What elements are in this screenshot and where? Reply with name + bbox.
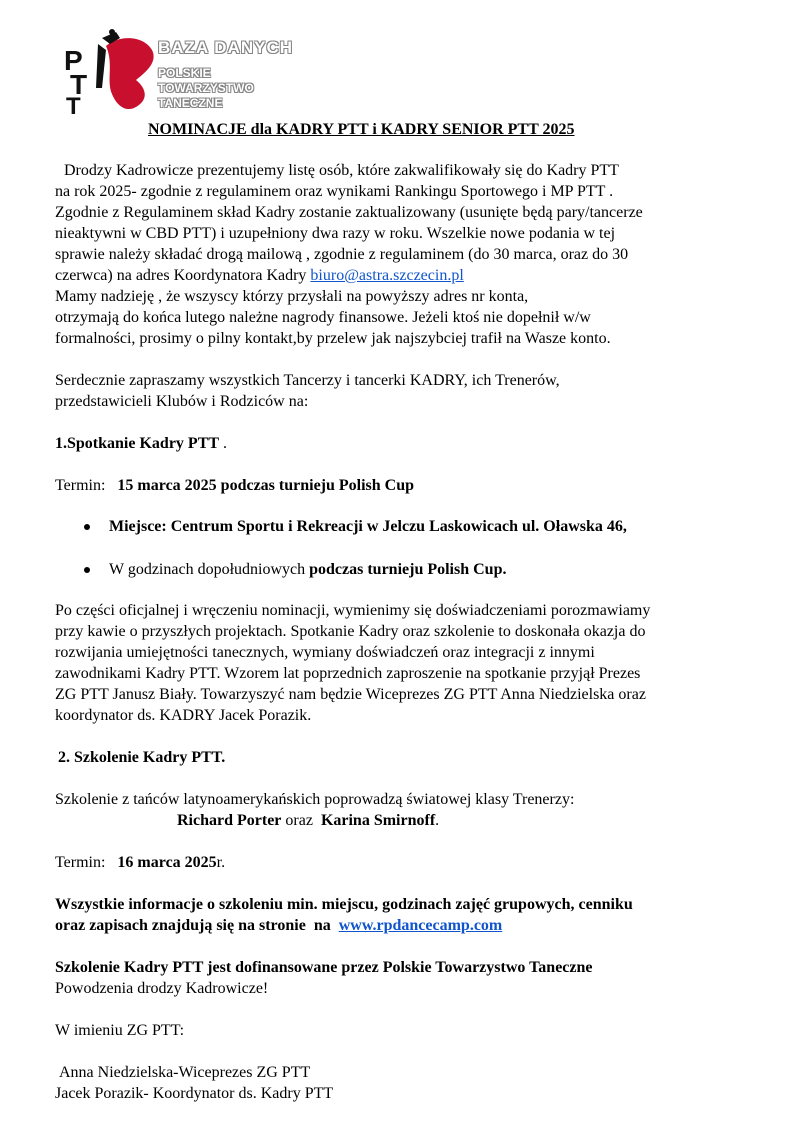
section1-paragraph-line-4: zawodnikami Kadry PTT. Wzorem lat poprzednich zaproszenie na spotkanie przyjął Prezes	[55, 665, 641, 682]
section1-heading	[55, 434, 227, 454]
section1-paragraph-line-1: Po części oficjalnej i wręczeniu nominacji, wymienimy się doświadczeniami porozmawiamy	[55, 602, 651, 619]
intro-line-9: formalności, prosimy o pilny kontakt,by przelew jak najszybciej trafił na Wasze konto.	[55, 330, 611, 347]
trainer-richard-porter: Richard Porter	[177, 812, 282, 829]
section2-info-line-2	[55, 916, 502, 936]
section1-paragraph-line-5: ZG PTT Janusz Biały. Towarzyszyć nam będzie Wiceprezes ZG PTT Anna Niedzielska oraz	[55, 686, 646, 703]
svg-text:T: T	[70, 69, 88, 100]
svg-text:P: P	[64, 45, 83, 76]
section1-heading-suffix: .	[219, 435, 228, 452]
bullet-dot-1	[84, 524, 90, 530]
section1-term-label: Termin:	[55, 477, 118, 494]
section2-term-suffix: r.	[216, 854, 226, 871]
intro-line-1: Drodzy Kadrowicze prezentujemy listę osób, które zakwalifikowały się do Kadry PTT	[64, 162, 619, 179]
logo-title: BAZA DANYCH	[158, 38, 294, 57]
rpdancecamp-link[interactable]: www.rpdancecamp.com	[338, 917, 503, 934]
coordinator-email-link[interactable]: biuro@astra.szczecin.pl	[310, 267, 464, 284]
section1-heading-text: 1.Spotkanie Kadry PTT	[55, 435, 220, 452]
section1-term-value: 15 marca 2025 podczas turnieju Polish Cup	[117, 477, 415, 494]
section1-paragraph-line-3: rozwijania umiejętności tanecznych, wymiany doświadczeń oraz integracji z innymi	[55, 644, 595, 661]
ptt-logo	[62, 28, 332, 114]
section2-funded: Szkolenie Kadry PTT jest dofinansowane przez Polskie Towarzystwo Taneczne	[55, 959, 593, 976]
ptt-logo-mark	[62, 28, 162, 114]
section1-paragraph-line-6: koordynator ds. KADRY Jacek Porazik.	[55, 707, 312, 724]
signature-on-behalf: W imieniu ZG PTT:	[55, 1022, 185, 1039]
trainer-karina-smirnoff: Karina Smirnoff	[320, 812, 436, 829]
intro-line-5: sprawie należy składać drogą mailową , zgodnie z regulaminem (do 30 marca, oraz do 30	[55, 246, 629, 263]
signature-anna-niedzielska: Anna Niedzielska-Wiceprezes ZG PTT	[59, 1064, 311, 1081]
invite-line-1: Serdecznie zapraszamy wszystkich Tancerzy i tancerki KADRY, ich Trenerów,	[55, 372, 560, 389]
logo-line-towarzystwo: TOWARZYSTWO	[158, 81, 254, 95]
intro-line-3: Zgodnie z Regulaminem skład Kadry zostanie zaktualizowany (usunięte będą pary/tancerze	[55, 204, 643, 221]
bullet-dot-2	[84, 567, 90, 573]
logo-line-polskie: POLSKIE	[158, 66, 211, 80]
logo-line-taneczne: TANECZNE	[158, 96, 223, 110]
section2-info-line-1: Wszystkie informacje o szkoleniu min. miejscu, godzinach zajęć grupowych, cenniku	[55, 896, 633, 913]
section1-paragraph-line-2: przy kawie o przyszłych projektach. Spotkanie Kadry oraz szkolenie to doskonała okazja do	[55, 623, 646, 640]
section2-term	[55, 853, 225, 873]
section1-bullet-time	[109, 560, 506, 580]
svg-text:T: T	[66, 93, 81, 114]
section1-term	[55, 476, 414, 496]
intro-line-6-text: czerwca) na adres Koordynatora Kadry	[55, 267, 311, 284]
section1-bullet-time-bold: podczas turnieju Polish Cup.	[309, 561, 507, 578]
signature-jacek-porazik: Jacek Porazik- Koordynator ds. Kadry PTT	[55, 1085, 334, 1102]
section2-good-luck: Powodzenia drodzy Kadrowicze!	[55, 980, 269, 997]
invite-line-2: przedstawicieli Klubów i Rodziców na:	[55, 393, 309, 410]
section2-term-label: Termin:	[55, 854, 118, 871]
intro-line-2: na rok 2025- zgodnie z regulaminem oraz wynikami Rankingu Sportowego i MP PTT .	[55, 183, 614, 200]
document-title: NOMINACJE dla KADRY PTT i KADRY SENIOR PTT 2025	[148, 121, 575, 138]
trainers-and: oraz	[281, 812, 321, 829]
intro-line-8: otrzymają do końca lutego należne nagrody finansowe. Jeżeli ktoś nie dopełnił w/w	[55, 309, 591, 326]
intro-line-7: Mamy nadzieję , że wszyscy którzy przysłali na powyższy adres nr konta,	[55, 288, 529, 305]
intro-line-4: nieaktywni w CBD PTT) i uzupełniony dwa razy w roku. Wszelkie nowe podania w tej	[55, 225, 616, 242]
section2-info-line-2-text: oraz zapisach znajdują się na stronie na	[55, 917, 339, 934]
trainers-dot: .	[435, 812, 440, 829]
section2-term-value: 16 marca 2025	[117, 854, 217, 871]
section1-bullet-time-text: W godzinach dopołudniowych	[109, 561, 310, 578]
section2-trainers	[177, 811, 439, 831]
section1-bullet-place: Miejsce: Centrum Sportu i Rekreacji w Jelczu Laskowicach ul. Oławska 46,	[109, 518, 627, 535]
section2-line-1: Szkolenie z tańców latynoamerykańskich poprowadzą światowej klasy Trenerzy:	[55, 791, 575, 808]
section2-heading: 2. Szkolenie Kadry PTT.	[58, 749, 226, 766]
intro-line-6	[55, 266, 464, 286]
